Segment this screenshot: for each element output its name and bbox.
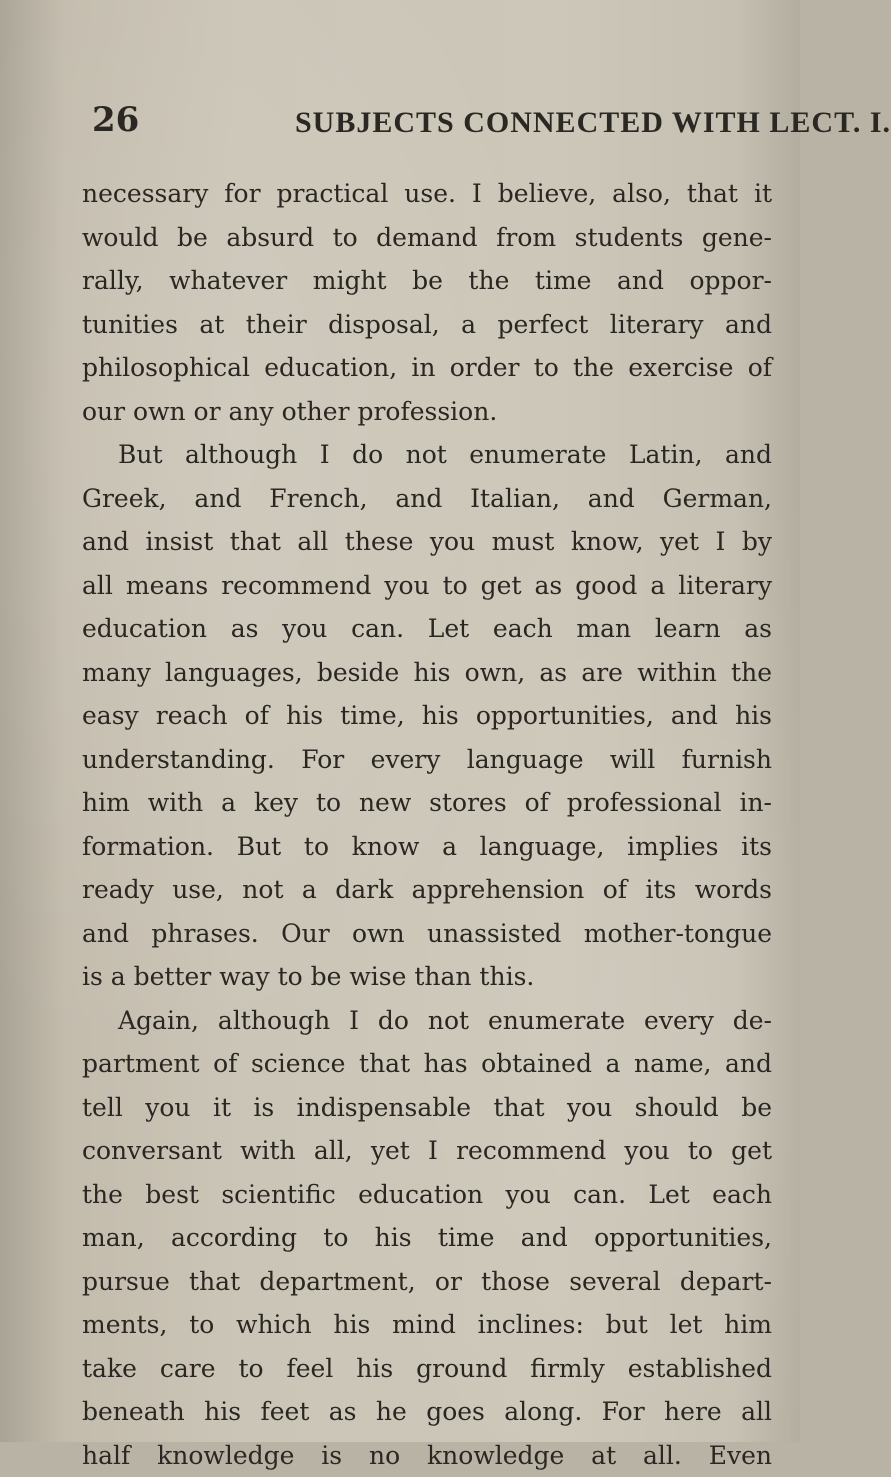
text-line: formation. But to know a language, implies its (82, 825, 772, 869)
text-line: half knowledge is no knowledge at all. Even (82, 1434, 772, 1477)
text-line: and insist that all these you must know, yet I by (82, 520, 772, 564)
text-line: beneath his feet as he goes along. For here all (82, 1390, 772, 1434)
text-line: would be absurd to demand from students gene- (82, 216, 772, 260)
text-line: conversant with all, yet I recommend you to get (82, 1129, 772, 1173)
text-line: ments, to which his mind inclines: but let him (82, 1303, 772, 1347)
text-line: education as you can. Let each man learn as (82, 607, 772, 651)
text-line: many languages, beside his own, as are within the (82, 651, 772, 695)
text-line: the best scientific education you can. Let each (82, 1173, 772, 1217)
text-line: and phrases. Our own unassisted mother-tongue (82, 912, 772, 956)
text-line: philosophical education, in order to the exercise of (82, 346, 772, 390)
text-line: easy reach of his time, his opportunities, and his (82, 694, 772, 738)
text-line: man, according to his time and opportunities, (82, 1216, 772, 1260)
text-line: pursue that department, or those several depart- (82, 1260, 772, 1304)
text-line: Greek, and French, and Italian, and German, (82, 477, 772, 521)
text-line: necessary for practical use. I believe, also, that it (82, 172, 772, 216)
text-line: tell you it is indispensable that you should be (82, 1086, 772, 1130)
text-line: Again, although I do not enumerate every de- (82, 999, 772, 1043)
text-line: understanding. For every language will furnish (82, 738, 772, 782)
text-line: all means recommend you to get as good a literary (82, 564, 772, 608)
running-head: SUBJECTS CONNECTED WITH LECT. I. (295, 106, 891, 140)
text-line: tunities at their disposal, a perfect literary and (82, 303, 772, 347)
text-line: ready use, not a dark apprehension of its words (82, 868, 772, 912)
text-line: partment of science that has obtained a name, and (82, 1042, 772, 1086)
text-line: our own or any other profession. (82, 390, 772, 434)
text-line: take care to feel his ground firmly established (82, 1347, 772, 1391)
text-line: But although I do not enumerate Latin, and (82, 433, 772, 477)
text-line: him with a key to new stores of professional in- (82, 781, 772, 825)
page-number: 26 (92, 100, 139, 140)
page-header (92, 100, 772, 144)
text-line: rally, whatever might be the time and oppor- (82, 259, 772, 303)
text-line: is a better way to be wise than this. (82, 955, 772, 999)
body-text (82, 172, 772, 1477)
